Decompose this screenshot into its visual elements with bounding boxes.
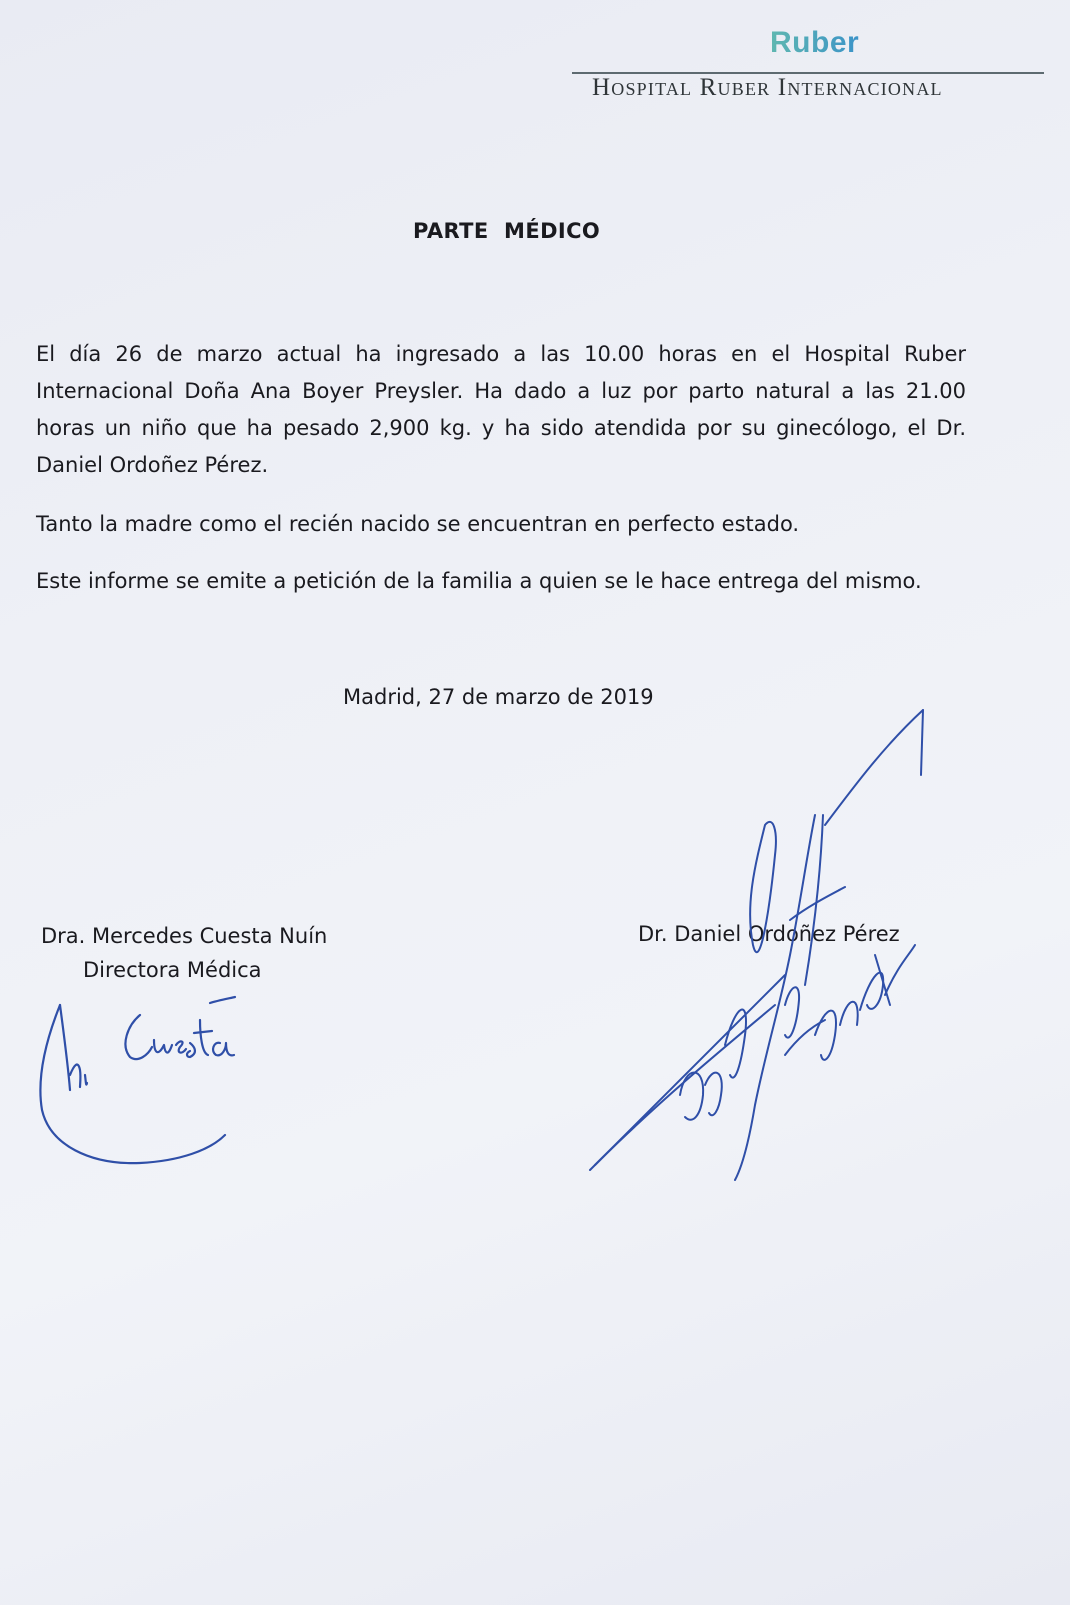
left-signatory-name: Dra. Mercedes Cuesta Nuín: [41, 924, 328, 948]
right-signatory-name: Dr. Daniel Ordoñez Pérez: [638, 922, 900, 946]
report-paragraph-status: Tanto la madre como el recién nacido se encuentran en perfecto estado.: [36, 512, 800, 536]
place-date: Madrid, 27 de marzo de 2019: [343, 685, 654, 709]
left-handwritten-signature: [30, 995, 260, 1195]
hospital-name: Hospital Ruber Internacional: [592, 74, 943, 101]
ruber-logo: [770, 26, 859, 60]
document-title: PARTE MÉDICO: [413, 219, 601, 243]
report-paragraph-admission: El día 26 de marzo actual ha ingresado a las 10.00 horas en el Hospital Ruber Internacional Doña Ana Boyer Preysler. Ha dado a luz por parto natural a las 21.00 horas un niño que ha pesado 2,900 kg. y ha sido atendida por su ginecólogo, el Dr. Daniel Ordoñez Pérez.: [36, 342, 966, 477]
report-paragraph-request: Este informe se emite a petición de la familia a quien se le hace entrega del mismo.: [36, 569, 922, 593]
right-handwritten-signature: [585, 705, 930, 1185]
left-signatory-role: Directora Médica: [83, 958, 262, 982]
logo-text: Ruber: [770, 26, 860, 59]
